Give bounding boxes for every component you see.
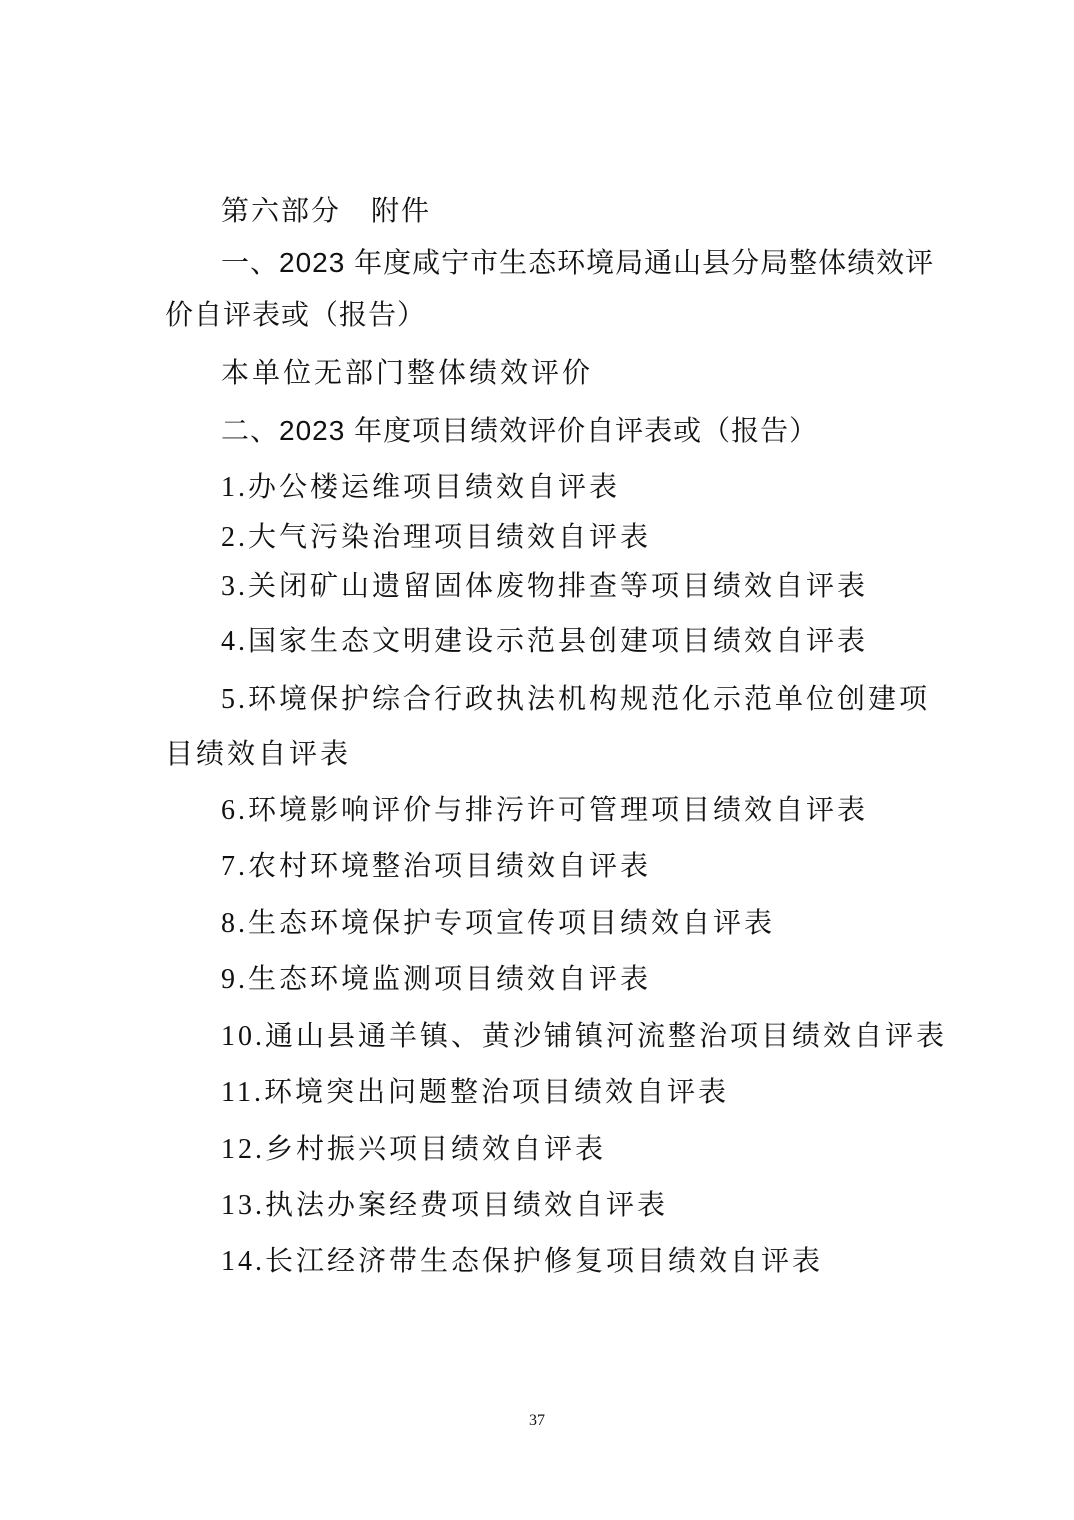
section1-body: 本单位无部门整体绩效评价 xyxy=(221,358,594,389)
list-item: 10.通山县通羊镇、黄沙铺镇河流整治项目绩效自评表 xyxy=(221,1021,948,1052)
page-number: 37 xyxy=(529,1412,545,1429)
list-item: 6.环境影响评价与排污许可管理项目绩效自评表 xyxy=(221,795,869,826)
list-item: 11.环境突出问题整治项目绩效自评表 xyxy=(221,1077,729,1108)
list-item: 3.关闭矿山遗留固体废物排查等项目绩效自评表 xyxy=(221,571,869,602)
list-item: 1.办公楼运维项目绩效自评表 xyxy=(221,472,621,503)
list-item: 4.国家生态文明建设示范县创建项目绩效自评表 xyxy=(221,626,869,657)
section2-heading: 二、2023 年度项目绩效评价自评表或（报告） xyxy=(221,415,819,446)
part-title: 第六部分 附件 xyxy=(221,195,432,226)
list-item: 7.农村环境整治项目绩效自评表 xyxy=(221,851,652,882)
list-item: 12.乡村振兴项目绩效自评表 xyxy=(221,1134,607,1165)
list-item: 13.执法办案经费项目绩效自评表 xyxy=(221,1190,669,1221)
list-item: 2.大气污染治理项目绩效自评表 xyxy=(221,522,652,553)
section1-heading-line2: 价自评表或（报告） xyxy=(165,299,427,330)
list-item-continuation: 目绩效自评表 xyxy=(165,739,352,770)
list-item: 5.环境保护综合行政执法机构规范化示范单位创建项 xyxy=(221,684,931,715)
list-item: 14.长江经济带生态保护修复项目绩效自评表 xyxy=(221,1246,824,1277)
list-item: 9.生态环境监测项目绩效自评表 xyxy=(221,964,652,995)
section1-heading-line1: 一、2023 年度咸宁市生态环境局通山县分局整体绩效评 xyxy=(221,247,935,278)
list-item: 8.生态环境保护专项宣传项目绩效自评表 xyxy=(221,908,776,939)
